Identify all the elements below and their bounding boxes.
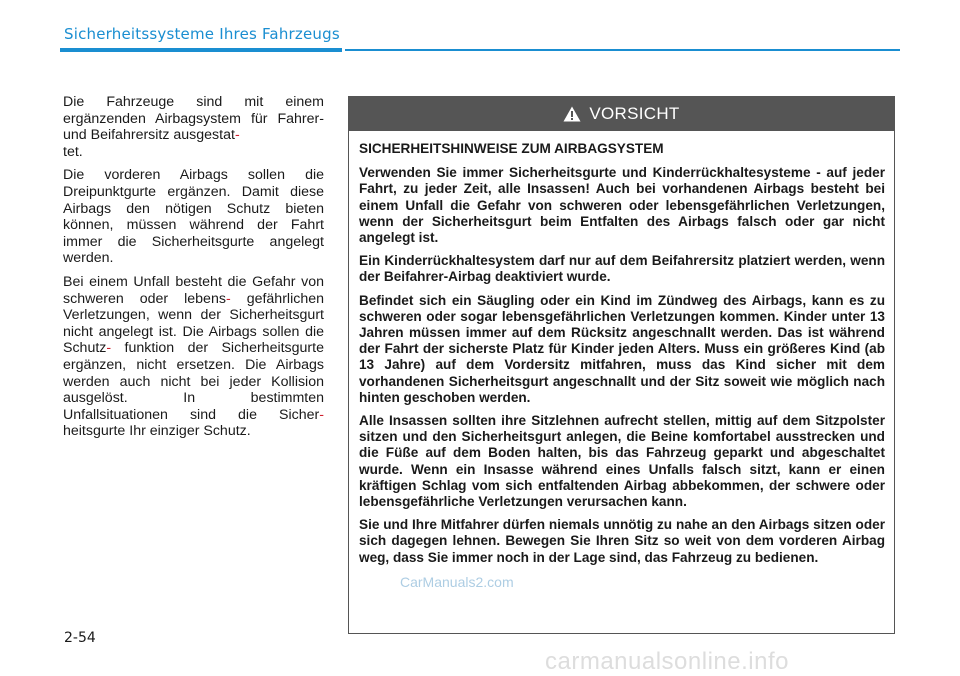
caution-paragraph: Verwenden Sie immer Sicherheitsgurte und Kinderrückhaltesysteme - auf jeder Fahrt, zu jeder Zeit, alle Insassen! Auch bei vorhandenen Airbags besteht bei einem Unfall die Gefahr von schweren oder lebensgefährlichen Verletzungen, wenn der Sicherheitsgurt beim Entfalten des Airbags falsch oder gar nicht angelegt ist.: [359, 165, 885, 246]
caution-body: [349, 131, 894, 566]
caution-paragraph: Ein Kinderrückhaltesystem darf nur auf dem Beifahrersitz platziert werden, wenn der Beifahrer-Airbag deaktiviert wurde.: [359, 253, 885, 285]
caution-paragraph: Befindet sich ein Säugling oder ein Kind im Zündweg des Airbags, kann es zu schweren oder sogar lebensgefährlichen Verletzungen kommen. Kinder unter 13 Jahren müssen immer auf dem Rücksitz angeschnallt werden. Das ist während der Fahrt der sicherste Platz für Kinder jeden Alters. Muss ein größeres Kind (ab 13 Jahre) auf dem Vordersitz mitfahren, muss das Kind sicher mit dem vorhandenen Sicherheitsgurt angeschnallt und der Sitz soweit wie möglich nach hinten geschoben werden.: [359, 292, 885, 405]
caution-label: VORSICHT: [589, 104, 680, 123]
caution-paragraph: Sie und Ihre Mitfahrer dürfen niemals unnötig zu nahe an den Airbags sitzen oder sich dagegen lehnen. Bewegen Sie Ihren Sitz so weit von dem vorderen Airbag weg, dass Sie immer noch in der Lage sind, das Fahrzeug zu bedienen.: [359, 517, 885, 565]
caution-header: [349, 97, 894, 131]
header-rule-thin: [345, 49, 900, 51]
watermark-bottom: carmanualsonline.info: [545, 648, 789, 675]
section-title: Sicherheitssysteme Ihres Fahrzeugs: [64, 25, 340, 43]
left-column-text: [63, 94, 324, 447]
caution-paragraph: Alle Insassen sollten ihre Sitzlehnen aufrecht stellen, mittig auf dem Sitzpolster sitzen und den Sicherheitsgurt anlegen, die Beine komfortabel ausstrecken und die Füße auf dem Boden halten, bis das Fahrzeug geparkt und abgeschaltet wurde. Wenn ein Insasse während eines Unfalls falsch sitzt, kann er einen kräftigen Schlag vom sich entfaltenden Airbag abbekommen, der schwere oder lebensgefährliche Verletzungen verursachen kann.: [359, 413, 885, 510]
paragraph-3: Bei einem Unfall besteht die Gefahr von schweren oder lebens- gefährlichen Verletzungen, wenn der Sicherheitsgurt nicht angelegt ist. Die Airbags sollen die Schutz- funktion der Sicherheitsgurte ergänzen, nicht ersetzen. Die Airbags werden auch nicht bei jeder Kollision ausgelöst. In bestimmten Unfallsituationen sind die Sicher- heitsgurte Ihr einziger Schutz.: [63, 273, 324, 440]
caution-subtitle: SICHERHEITSHINWEISE ZUM AIRBAGSYSTEM: [359, 141, 664, 156]
warning-triangle-icon: [563, 106, 581, 122]
caution-box: [348, 96, 895, 634]
header-rule: [60, 48, 342, 52]
watermark: CarManuals2.com: [400, 574, 514, 590]
page-number: 2-54: [64, 630, 96, 646]
paragraph-1: Die Fahrzeuge sind mit einem ergänzenden Airbagsystem für Fahrer- und Beifahrersitz ausgestat- tet.: [63, 94, 324, 160]
paragraph-2: Die vorderen Airbags sollen die Dreipunktgurte ergänzen. Damit diese Airbags den nötigen Schutz bieten können, müssen während der Fahrt immer die Sicherheitsgurte angelegt werden.: [63, 167, 324, 267]
